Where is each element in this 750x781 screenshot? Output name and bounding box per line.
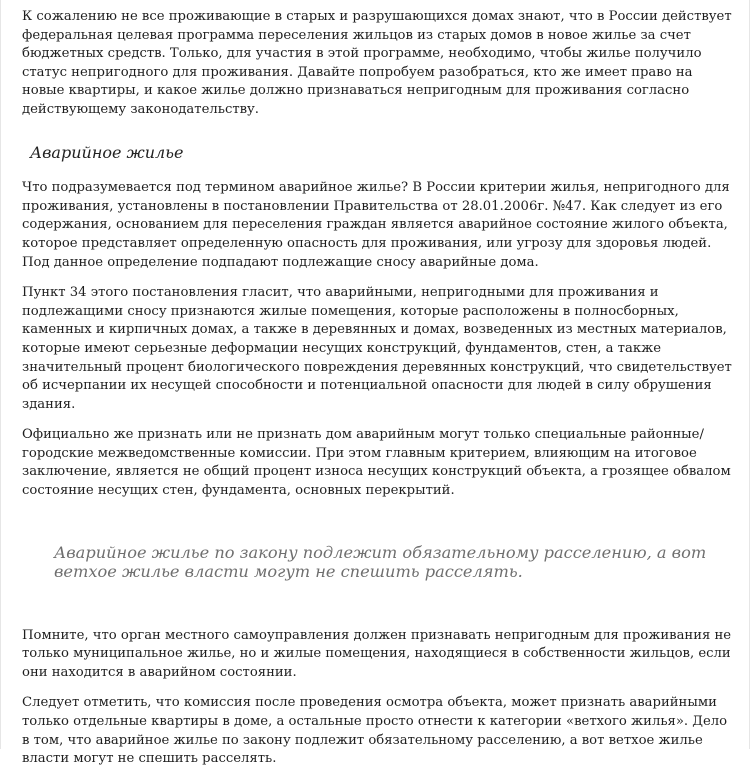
paragraph-commission: Официально же признать или не признать дом аварийным могут только специальные районные/городские межведомственные комиссии. При этом главным критерием, влияющим на итоговое заключение, является не общий процент износа несущих конструкций объекта, а грозящее обвалом состояние несущих стен, фундамента, основных перекрытий. xyxy=(22,427,731,499)
paragraph-note: Следует отметить, что комиссия после проведения осмотра объекта, может признать аварийными только отдельные квартиры в доме, а остальные просто отнести к категории «ветхого жилья». Дело в том, что аварийное жилье по закону подлежит обязательному расселению, а вот ветхое жилье власти могут не спешить расселять. xyxy=(22,695,728,767)
paragraph-reminder: Помните, что орган местного самоуправления должен признавать непригодным для проживания не только муниципальное жилье, но и жилые помещения, находящиеся в собственности жильцов, если они находится в аварийном состоянии. xyxy=(22,627,732,680)
article-body xyxy=(22,8,734,781)
section-heading: Аварийное жилье xyxy=(30,142,184,162)
paragraph-intro: К сожалению не все проживающие в старых и разрушающихся домах знают, что в России действует федеральная целевая программа переселения жильцов из старых домов в новое жилье за счет бюджетных средств. Только, для участия в этой программе, необходимо, чтобы жилье получило статус непригодного для проживания. Давайте попробуем разобраться, кто же имеет право на новые квартиры, и какое жилье должно признаваться непригодным для проживания согласно действующему законодательству. xyxy=(22,9,732,117)
pull-quote: Аварийное жилье по закону подлежит обязательному расселению, а вот ветхое жилье власти могут не спешить расселять. xyxy=(54,542,707,581)
paragraph-definition: Что подразумевается под термином аварийное жилье? В России критерии жилья, непригодного для проживания, установлены в постановлении Правительства от 28.01.2006г. №47. Как следует из его содержания, основанием для переселения граждан является аварийное состояние жилого объекта, которое представляет определенную опасность для проживания, или угрозу для здоровья людей. Под данное определение подпадают подлежащие сносу аварийные дома. xyxy=(22,180,730,270)
paragraph-clause-34: Пункт 34 этого постановления гласит, что аварийными, непригодными для проживания и подлежащими сносу признаются жилые помещения, которые расположены в полносборных, каменных и кирпичных домах, а также в деревянных и домах, возведенных из местных материалов, которые имеют серьезные деформации несущих конструкций, фундаментов, стен, а также значительный процент биологического повреждения деревянных конструкций, что свидетельствует об исчерпании их несущей способности и потенциальной опасности для людей в силу обрушения здания. xyxy=(22,285,732,412)
